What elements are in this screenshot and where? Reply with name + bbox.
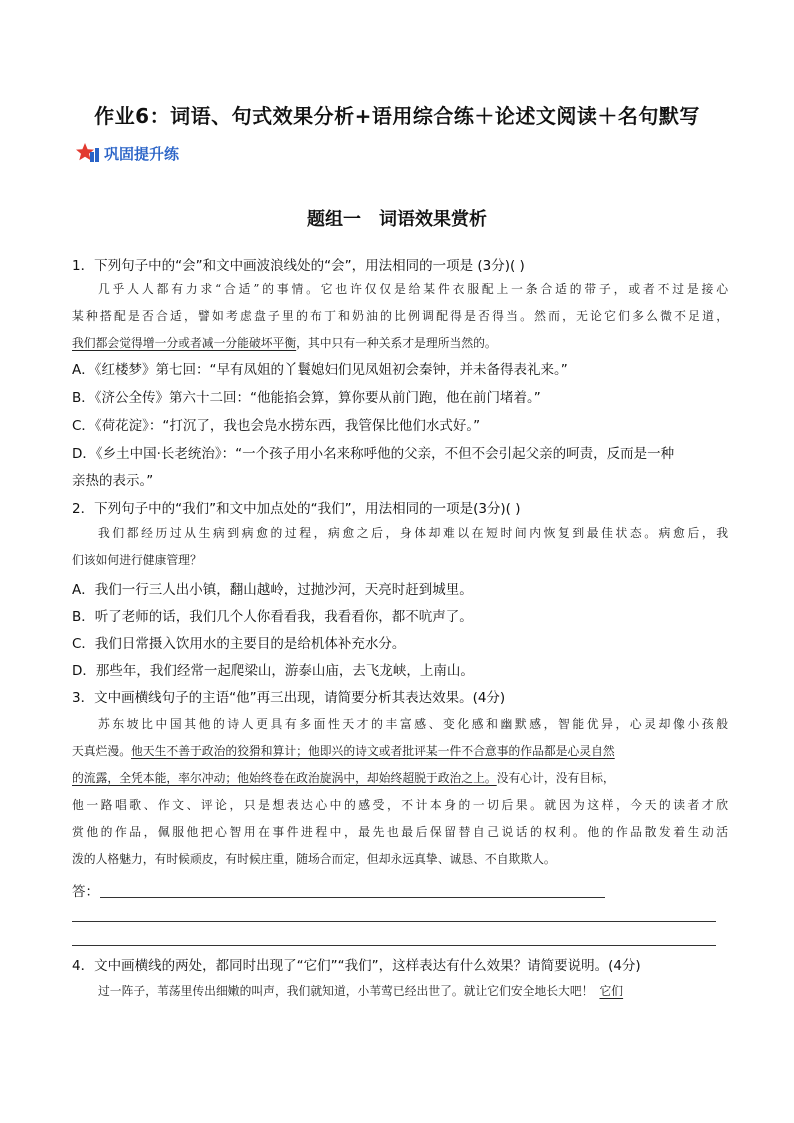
passage-line: 们该如何进行健康管理？ [72,553,202,567]
passage-line: 某种搭配是否合适，譬如考虑盘子里的布丁和奶油的比例调配得是否得当。然而，无论它们多么微不足道， [72,309,728,323]
wavy-underlined-text: 我们都会觉得增一分或者减一分能破坏平衡 [72,336,297,350]
passage-line: 泼的人格魅力，有时候顽皮，有时候庄重，随场合而定，但却永远真挚、诚恳、不自欺欺人。 [72,852,556,866]
section-title [0,205,794,231]
answer-label: 答： [72,884,99,900]
passage-line: 他一路唱歌、作文、评论，只是想表达心中的感受，不计本身的一切后果。就因为这样，今天的读者才欣 [72,798,728,812]
question-3-stem: 3．文中画横线句子的主语“他”再三出现，请简要分析其表达效果。(4分) [72,690,506,706]
answer-line[interactable] [100,897,605,898]
question-1-option-b: B．《济公全传》第六十二回：“他能掐会算，算你要从前门跑，他在前门堵着。” [72,390,541,406]
practice-badge [76,141,179,165]
question-1-option-c: C．《荷花淀》：“打沉了，我也会凫水捞东西，我管保比他们水式好。” [72,418,481,434]
question-2-option-d: D．那些年，我们经常一起爬梁山，游泰山庙，去飞龙峡，上南山。 [72,663,474,679]
answer-line[interactable] [72,945,716,946]
underlined-text: 它们 [599,984,624,998]
question-2-option-c: C．我们日常摄入饮用水的主要目的是给机体补充水分。 [72,636,406,652]
underlined-text: 他天生不善于政治的狡猾和算计；他即兴的诗文或者批评某一件不合意事的作品都是心灵自然 [131,744,615,758]
section-title-topic: 词语效果赏析 [379,209,487,230]
question-3-passage [72,711,728,873]
passage-line: 赏他的作品，佩服他把心智用在事件进程中，最先也最后保留替自己说话的权利。他的作品散发着生动活 [72,825,728,839]
passage-line [72,978,728,1005]
question-2-passage [72,520,728,574]
question-4-passage [72,978,728,1005]
passage-line [72,738,728,765]
question-1-option-d: D．《乡土中国·长老统治》：“一个孩子用小名来称呼他的父亲，不但不会引起父亲的呵责，反而是一种 [72,446,675,462]
question-1-option-d-cont: 亲热的表示。” [72,473,154,489]
question-2-option-b: B．听了老师的话，我们几个人你看看我，我看看你，都不吭声了。 [72,609,473,625]
question-2-stem: 2．下列句子中的“我们”和文中加点处的“我们”，用法相同的一项是(3分)( ) [72,501,521,517]
passage-text: ，其中只有一种关系才是理所当然的。 [296,336,497,350]
question-4-stem: 4．文中画横线的两处，都同时出现了“它们”“我们”，这样表达有什么效果？请简要说明。(4分) [72,958,641,974]
passage-line [72,765,728,792]
answer-line[interactable] [72,921,716,922]
underlined-text: 的流露，全凭本能，率尔冲动；他始终卷在政治旋涡中，却始终超脱于政治之上。 [72,771,497,785]
badge-label: 巩固提升练 [104,144,180,163]
question-1-passage [72,276,728,357]
question-1-stem: 1．下列句子中的“会”和文中画波浪线处的“会”，用法相同的一项是 (3分)( ) [72,258,525,274]
passage-line: 几乎人人都有力求“合适”的事情。它也许仅仅是给某件衣服配上一条合适的带子，或者不过是接心 [98,282,728,296]
passage-text: 没有心计，没有目标， [496,771,615,785]
passage-line [72,330,728,357]
question-2-option-a: A．我们一行三人出小镇，翻山越岭，过抛沙河，天亮时赶到城里。 [72,582,473,598]
passage-line: 我们都经历过从生病到病愈的过程，病愈之后，身体却难以在短时间内恢复到最佳状态。病愈后，我 [98,526,728,540]
passage-text: 过一阵子，苇荡里传出细嫩的叫声，我们就知道，小苇莺已经出世了。就让它们安全地长大吧！ [98,984,594,998]
passage-line: 苏东坡比中国其他的诗人更具有多面性天才的丰富感、变化感和幽默感，智能优异，心灵却像小孩般 [98,717,728,731]
section-title-group: 题组一 [307,209,361,230]
passage-text: 天真烂漫。 [72,744,131,758]
question-1-option-a: A．《红楼梦》第七回：“早有凤姐的丫鬟媳妇们见凤姐初会秦钟，并未备得表礼来。” [72,362,568,378]
page-title: 作业6：词语、句式效果分析+语用综合练＋论述文阅读＋名句默写 [94,104,700,128]
star-icon [76,142,102,164]
